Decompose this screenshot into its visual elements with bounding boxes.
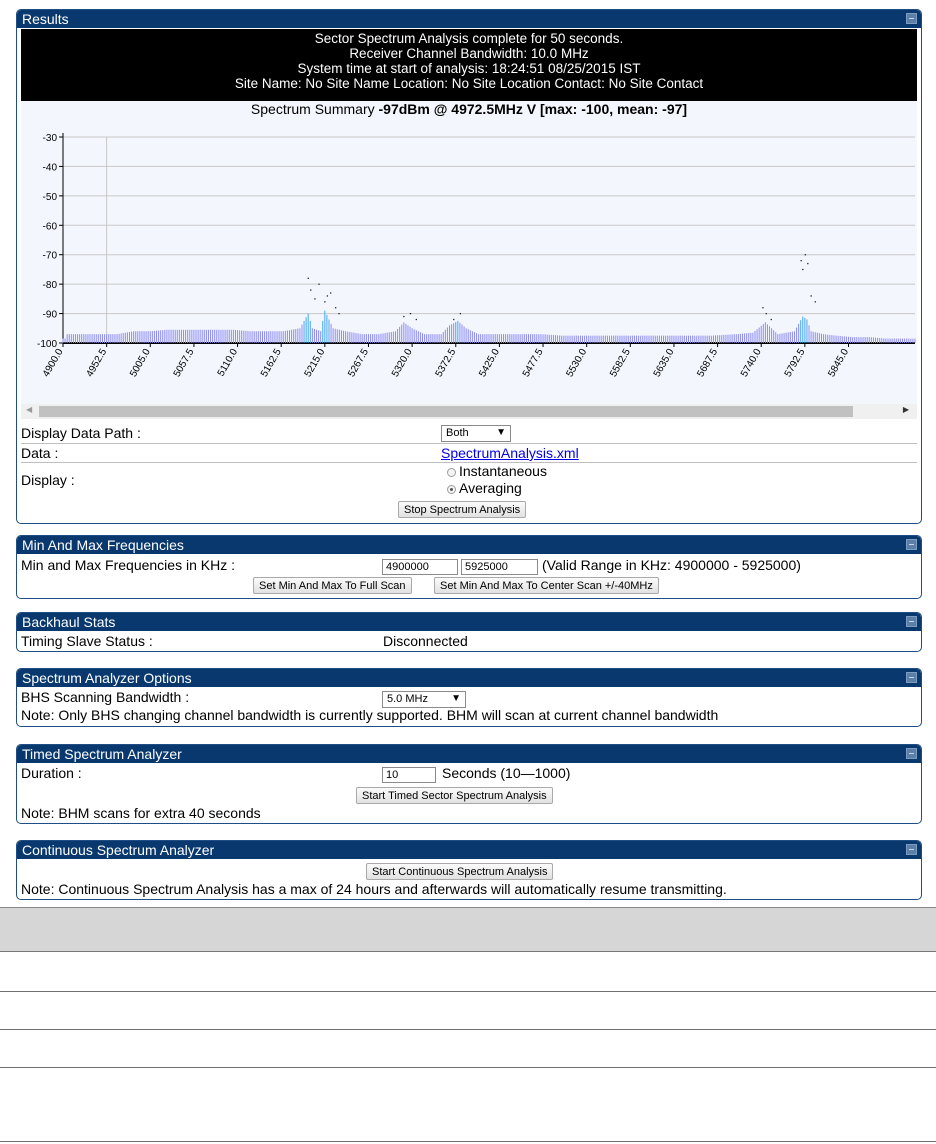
full-scan-button[interactable]: Set Min And Max To Full Scan [253,577,412,594]
max-point [338,313,339,314]
x-tick-label: 5477.5 [520,347,546,379]
max-point [807,263,808,264]
site-info-line: Site Name: No Site Name Location: No Site Location Contact: No Site Contact [234,76,704,91]
chevron-down-icon: ▼ [496,427,506,438]
x-tick-label: 5845.0 [826,347,852,379]
start-timed-analysis-button[interactable]: Start Timed Sector Spectrum Analysis [356,787,553,804]
y-tick-label: -80 [42,280,57,292]
collapse-icon[interactable] [906,748,917,759]
radio-circle[interactable] [447,468,456,477]
max-point [453,319,454,320]
collapse-icon[interactable] [906,13,917,24]
max-point [330,292,331,293]
center-scan-button[interactable]: Set Min And Max To Center Scan +/-40MHz [434,577,659,594]
timed-title: Timed Spectrum Analyzer [22,746,182,762]
min-frequency-input[interactable] [382,559,458,575]
x-tick-label: 5267.5 [346,347,372,379]
collapse-icon[interactable] [906,672,917,683]
bhs-bandwidth-value: 5.0 MHz [387,693,428,705]
max-point [416,319,417,320]
x-tick-label: 5582.5 [608,347,633,379]
max-point [410,313,411,314]
y-tick-label: -50 [42,191,57,203]
max-point [327,295,328,296]
max-point [335,307,336,308]
max-point [318,284,319,285]
chart-scrollbar[interactable] [21,404,917,419]
continuous-title: Continuous Spectrum Analyzer [22,842,215,858]
duration-label: Duration : [21,765,82,781]
x-tick-label: 5530.0 [564,347,590,379]
x-tick-label: 5005.0 [128,347,153,379]
divider [21,443,917,444]
timing-slave-label: Timing Slave Status : [21,633,153,649]
max-point [324,301,325,302]
table-header-row [0,907,936,952]
radio-averaging[interactable] [447,481,522,496]
backhaul-header [17,613,921,631]
max-point [403,316,404,317]
y-tick-label: -90 [42,309,57,321]
timed-header [17,745,921,763]
max-point [771,319,772,320]
radio-averaging-label: Averaging [459,480,522,496]
x-tick-label: 5635.0 [651,347,677,379]
continuous-note: Note: Continuous Spectrum Analysis has a max of 24 hours and afterwards will automatically resume transmitting. [21,881,727,897]
max-point [805,254,806,255]
y-tick-label: -100 [36,339,57,350]
timed-analyzer-panel [16,744,922,824]
options-title: Spectrum Analyzer Options [22,670,192,686]
x-tick-label: 5792.5 [782,347,808,379]
radio-instantaneous-label: Instantaneous [459,463,547,479]
display-label: Display : [21,472,75,488]
display-data-path-label: Display Data Path : [21,425,141,441]
y-tick-label: -60 [42,221,57,233]
duration-input[interactable] [382,767,436,783]
start-continuous-analysis-button[interactable]: Start Continuous Spectrum Analysis [366,863,553,880]
max-point [810,295,811,296]
collapse-icon[interactable] [906,539,917,550]
analysis-info-block [21,29,917,111]
radio-circle-selected[interactable] [447,485,456,494]
options-note: Note: Only BHS changing channel bandwidth is currently supported. BHM will scan at current channel bandwidth [21,707,719,723]
results-header [17,10,921,28]
bhs-bandwidth-select[interactable] [382,691,466,708]
x-tick-label: 5425.0 [477,347,502,379]
collapse-icon[interactable] [906,616,917,627]
minmax-header [17,536,921,554]
system-time-line: System time at start of analysis: 18:24:51 08/25/2015 IST [297,61,641,76]
results-title: Results [22,11,69,27]
x-tick-label: 5057.5 [171,347,197,379]
y-tick-label: -40 [42,162,57,174]
valid-range-note: (Valid Range in KHz: 4900000 - 5925000) [542,557,801,573]
chart-area [21,101,917,407]
max-point [460,313,461,314]
spectrum-chart [21,101,917,407]
max-point [314,298,315,299]
data-label: Data : [21,445,59,461]
minmax-title: Min And Max Frequencies [22,537,184,553]
y-tick-label: -70 [42,250,57,262]
duration-unit: Seconds (10—1000) [442,765,571,781]
analysis-status-line: Sector Spectrum Analysis complete for 50 seconds. [314,31,624,46]
summary-value: -97dBm @ 4972.5MHz V [max: -100, mean: -97] [378,101,688,117]
collapse-icon[interactable] [906,844,917,855]
x-tick-label: 5320.0 [389,347,415,379]
max-point [762,307,763,308]
x-tick-label: 5162.5 [258,347,284,379]
table-row [0,1141,936,1142]
bandwidth-line: Receiver Channel Bandwidth: 10.0 MHz [349,46,589,61]
options-header [17,669,921,687]
max-point [308,278,309,279]
timed-note: Note: BHM scans for extra 40 seconds [21,805,261,821]
stop-spectrum-analysis-button[interactable]: Stop Spectrum Analysis [398,501,526,518]
max-point [310,289,311,290]
minmax-panel [16,535,922,599]
max-point [766,313,767,314]
continuous-analyzer-panel [16,840,922,900]
x-tick-label: 4952.5 [84,347,110,379]
display-data-path-value: Both [446,427,469,439]
minmax-label: Min and Max Frequencies in KHz : [21,557,235,573]
continuous-header [17,841,921,859]
scroll-right-icon[interactable]: ▶ [902,405,909,414]
x-tick-label: 5372.5 [433,347,459,379]
max-point [815,301,816,302]
results-panel [16,9,922,524]
scroll-thumb[interactable] [39,406,853,417]
max-point [801,260,802,261]
x-tick-label: 5687.5 [695,347,721,379]
x-tick-label: 5110.0 [215,347,241,379]
max-frequency-input[interactable] [461,559,538,575]
radio-instantaneous[interactable] [447,464,547,479]
scroll-left-icon[interactable]: ◀ [26,405,33,414]
timing-slave-value: Disconnected [383,633,468,649]
bhs-bandwidth-label: BHS Scanning Bandwidth : [21,689,190,705]
table-row [0,991,936,992]
y-tick-label: -30 [42,133,57,144]
x-tick-label: 5215.0 [302,347,328,379]
spectrum-xml-link[interactable]: SpectrumAnalysis.xml [441,445,579,461]
analyzer-options-panel [16,668,922,727]
backhaul-panel [16,612,922,652]
table-row [0,1067,936,1068]
max-point [802,269,803,270]
chevron-down-icon: ▼ [451,693,461,704]
summary-prefix: Spectrum Summary [250,101,379,117]
table-row [0,1029,936,1030]
backhaul-title: Backhaul Stats [22,614,116,630]
display-data-path-select[interactable] [441,425,511,442]
x-tick-label: 5740.0 [738,347,764,379]
x-tick-label: 4900.0 [40,347,66,379]
